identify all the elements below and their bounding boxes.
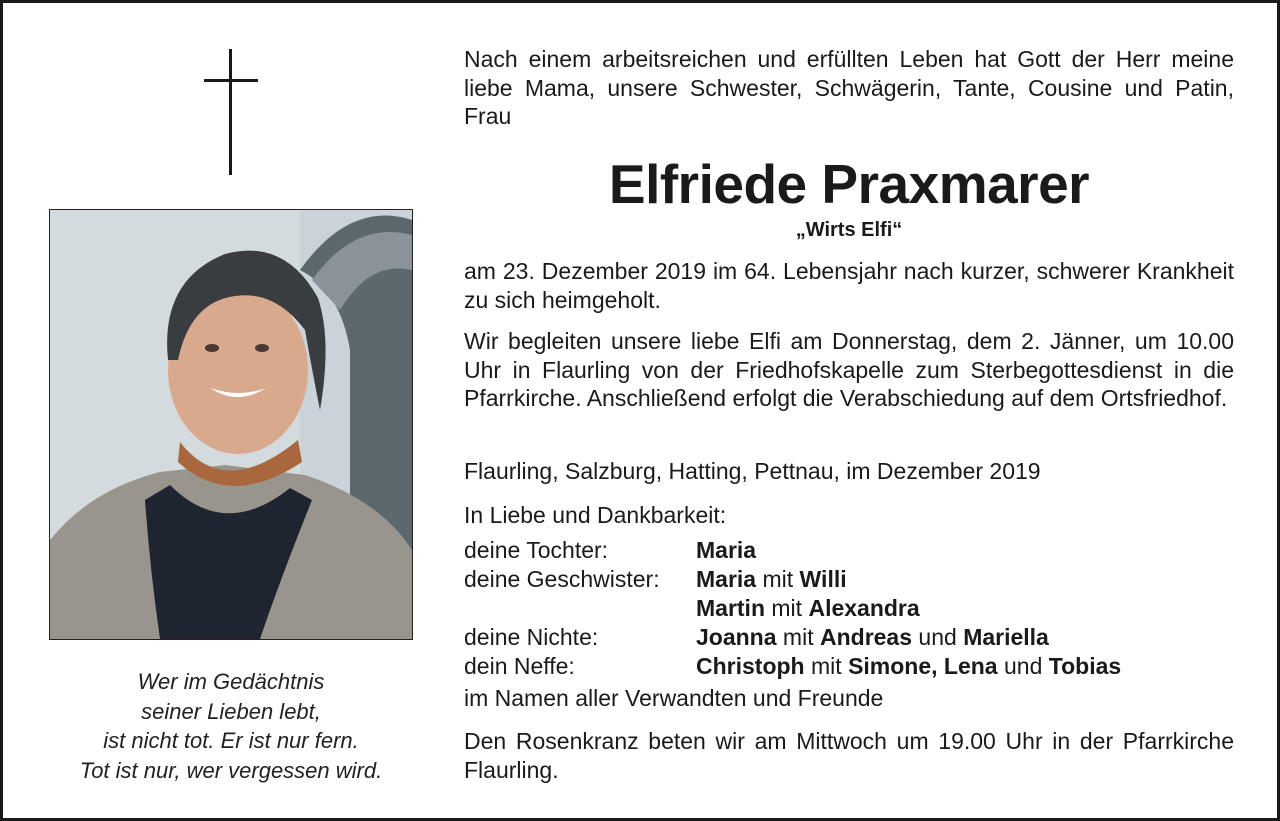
deceased-name: Elfriede Praxmarer bbox=[608, 153, 1090, 215]
memorial-quote bbox=[31, 667, 431, 785]
mourners-list bbox=[464, 536, 1234, 681]
mourner-relation bbox=[464, 594, 696, 623]
quote-line: seiner Lieben lebt, bbox=[141, 698, 321, 724]
rosary-text: Den Rosenkranz beten wir am Mittwoch um 19.00 Uhr in der Pfarrkirche Flaurling. bbox=[464, 728, 1234, 783]
mourner-names bbox=[696, 652, 1121, 681]
mourner-name: Maria bbox=[696, 566, 757, 592]
intro-text: Nach einem arbeitsreichen und erfüllten Leben hat Gott der Herr meine liebe Mama, unsere Schwester, Schwägerin, Tante, Cousine und Patin, Frau bbox=[464, 46, 1234, 129]
cross-icon bbox=[204, 49, 258, 175]
mourner-names bbox=[696, 536, 756, 565]
place-date-text: Flaurling, Salzburg, Hatting, Pettnau, im Dezember 2019 bbox=[464, 458, 1041, 484]
connector: mit bbox=[756, 566, 800, 592]
connector: mit bbox=[776, 624, 820, 650]
connector: und bbox=[997, 653, 1049, 679]
portrait-illustration bbox=[50, 210, 412, 639]
quote-line: Wer im Gedächtnis bbox=[137, 669, 325, 694]
mourner-name: Tobias bbox=[1048, 653, 1122, 679]
mourner-row bbox=[464, 536, 1234, 565]
mourner-relation: dein Neffe: bbox=[464, 653, 575, 679]
mourner-row bbox=[464, 652, 1234, 681]
connector: mit bbox=[765, 595, 809, 621]
mourner-relation: deine Geschwister: bbox=[464, 566, 660, 592]
mourner-row bbox=[464, 565, 1234, 594]
mourner-names bbox=[696, 565, 847, 594]
dedication-text: In Liebe und Dankbarkeit: bbox=[464, 502, 727, 528]
mourner-name: Joanna bbox=[696, 624, 777, 650]
connector: mit bbox=[804, 653, 849, 679]
mourner-row bbox=[464, 594, 1234, 623]
ceremony-text: Wir begleiten unsere liebe Elfi am Donnerstag, dem 2. Jänner, um 10.00 Uhr in Flaurling von der Friedhofskapelle zum Sterbegottesdienst in die Pfarrkirche. Anschließend erfolgt die Verabschiedung auf dem Ortsfriedhof. bbox=[464, 328, 1234, 411]
mourner-name: Willi bbox=[799, 566, 847, 592]
mourner-name: Simone, Lena bbox=[848, 653, 998, 679]
mourner-relation: deine Nichte: bbox=[464, 624, 599, 650]
connector: und bbox=[912, 624, 964, 650]
mourner-names bbox=[696, 623, 1049, 652]
portrait-photo bbox=[49, 209, 413, 640]
mourner-name: Maria bbox=[696, 537, 757, 563]
mourner-row bbox=[464, 623, 1234, 652]
mourner-relation: deine Tochter: bbox=[464, 537, 609, 563]
mourner-name: Mariella bbox=[963, 624, 1049, 650]
mourner-name: Christoph bbox=[696, 653, 805, 679]
mourner-name: Martin bbox=[696, 595, 765, 621]
nickname: „Wirts Elfi“ bbox=[795, 219, 903, 241]
family-text: im Namen aller Verwandten und Freunde bbox=[464, 685, 884, 711]
mourner-names bbox=[696, 594, 920, 623]
mourner-name: Alexandra bbox=[808, 595, 920, 621]
quote-line: Tot ist nur, wer vergessen wird. bbox=[79, 757, 383, 783]
quote-line: ist nicht tot. Er ist nur fern. bbox=[103, 728, 359, 753]
mourner-name: Andreas bbox=[819, 624, 913, 650]
death-date-text: am 23. Dezember 2019 im 64. Lebensjahr nach kurzer, schwerer Krankheit zu sich heimgeholt. bbox=[464, 258, 1234, 313]
